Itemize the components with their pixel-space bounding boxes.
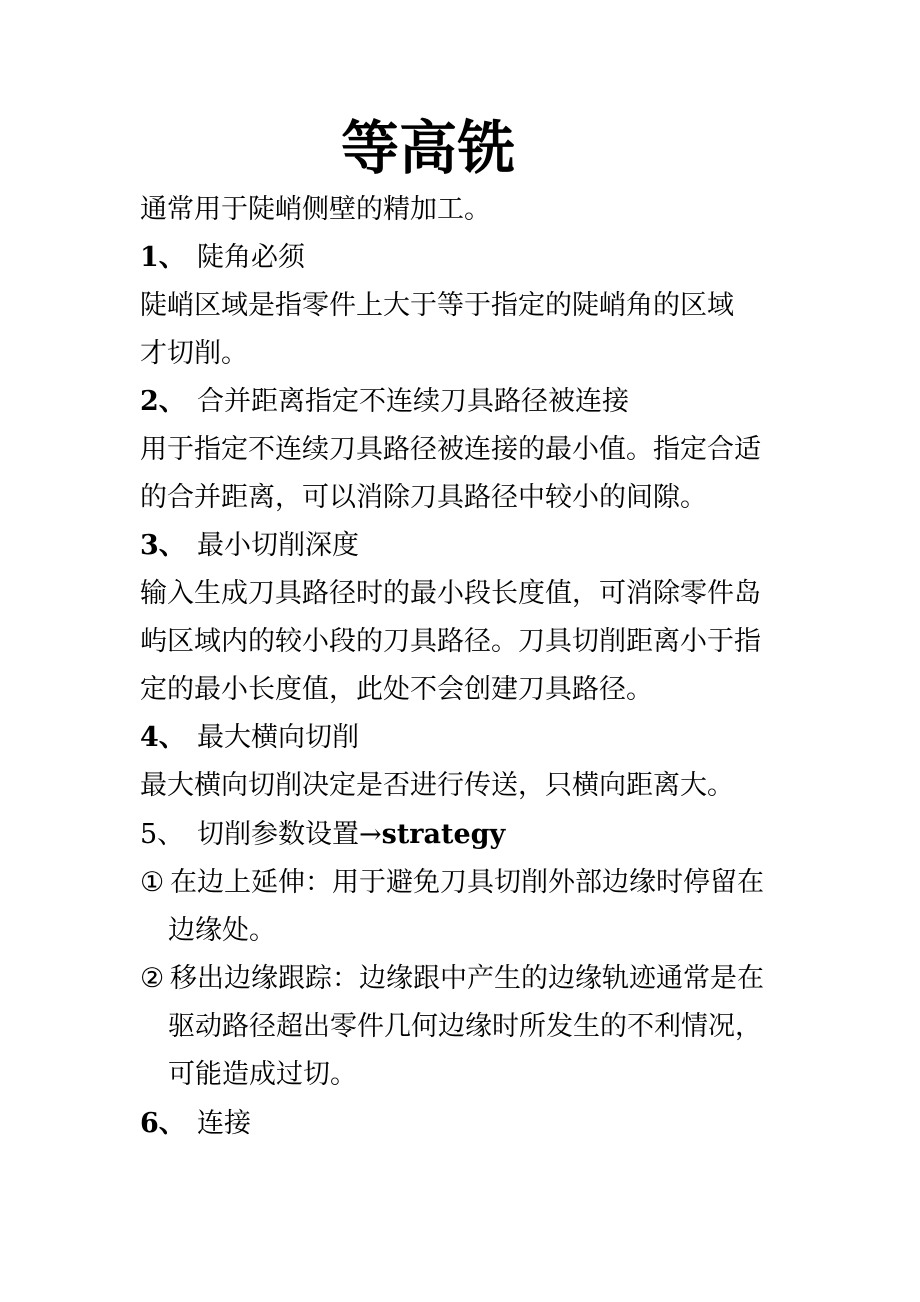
section-2-para-line-2: 的合并距离，可以消除刀具路径中较小的间隙。	[140, 482, 707, 513]
section-2-para-line-1: 用于指定不连续刀具路径被连接的最小值。指定合适	[140, 434, 761, 465]
section-4-title: 最大横向切削	[197, 722, 359, 753]
section-5-item-2-line-1	[140, 961, 764, 997]
section-5-heading	[140, 817, 505, 853]
section-5-item-1-text: 在边上延伸：用于避免刀具切削外部边缘时停留在	[170, 867, 764, 898]
section-4-heading	[140, 720, 359, 756]
section-5-item-2-text: 移出边缘跟踪：边缘跟中产生的边缘轨迹通常是在	[170, 963, 764, 994]
section-2-number: 2、	[140, 386, 186, 417]
section-3-title: 最小切削深度	[197, 530, 359, 561]
circled-one-marker: ①	[140, 867, 165, 898]
section-5-item-2-line-3: 可能造成过切。	[168, 1059, 357, 1090]
section-4-para-line-1: 最大横向切削决定是否进行传送，只横向距离大。	[140, 770, 734, 801]
section-5-title-cn: 切削参数设置→	[197, 819, 382, 850]
section-6-number: 6、	[140, 1108, 186, 1139]
section-1-para-line-2: 才切削。	[140, 338, 248, 369]
section-6-title: 连接	[197, 1108, 251, 1139]
section-5-item-1-line-1	[140, 865, 764, 901]
page-title: 等高铣	[340, 114, 515, 182]
section-2-heading	[140, 384, 629, 420]
section-5-item-1-line-2: 边缘处。	[168, 915, 276, 946]
section-3-para-line-2: 屿区域内的较小段的刀具路径。刀具切削距离小于指	[140, 626, 761, 657]
section-2-title: 合并距离指定不连续刀具路径被连接	[197, 386, 629, 417]
section-1-number: 1、	[140, 242, 186, 273]
section-5-number: 5、	[140, 819, 185, 850]
section-3-para-line-3: 定的最小长度值，此处不会创建刀具路径。	[140, 674, 653, 705]
section-3-heading	[140, 528, 359, 564]
section-3-number: 3、	[140, 530, 186, 561]
section-6-heading	[140, 1106, 251, 1142]
section-1-para-line-1: 陡峭区域是指零件上大于等于指定的陡峭角的区域	[140, 290, 734, 321]
section-4-number: 4、	[140, 722, 186, 753]
section-1-heading	[140, 240, 305, 276]
section-1-title: 陡角必须	[197, 242, 305, 273]
section-3-para-line-1: 输入生成刀具路径时的最小段长度值，可消除零件岛	[140, 578, 761, 609]
section-5-title-en: strategy	[381, 819, 506, 850]
intro-text: 通常用于陡峭侧壁的精加工。	[140, 194, 491, 225]
section-5-item-2-line-2: 驱动路径超出零件几何边缘时所发生的不利情况，	[168, 1011, 762, 1042]
circled-two-marker: ②	[140, 963, 165, 994]
